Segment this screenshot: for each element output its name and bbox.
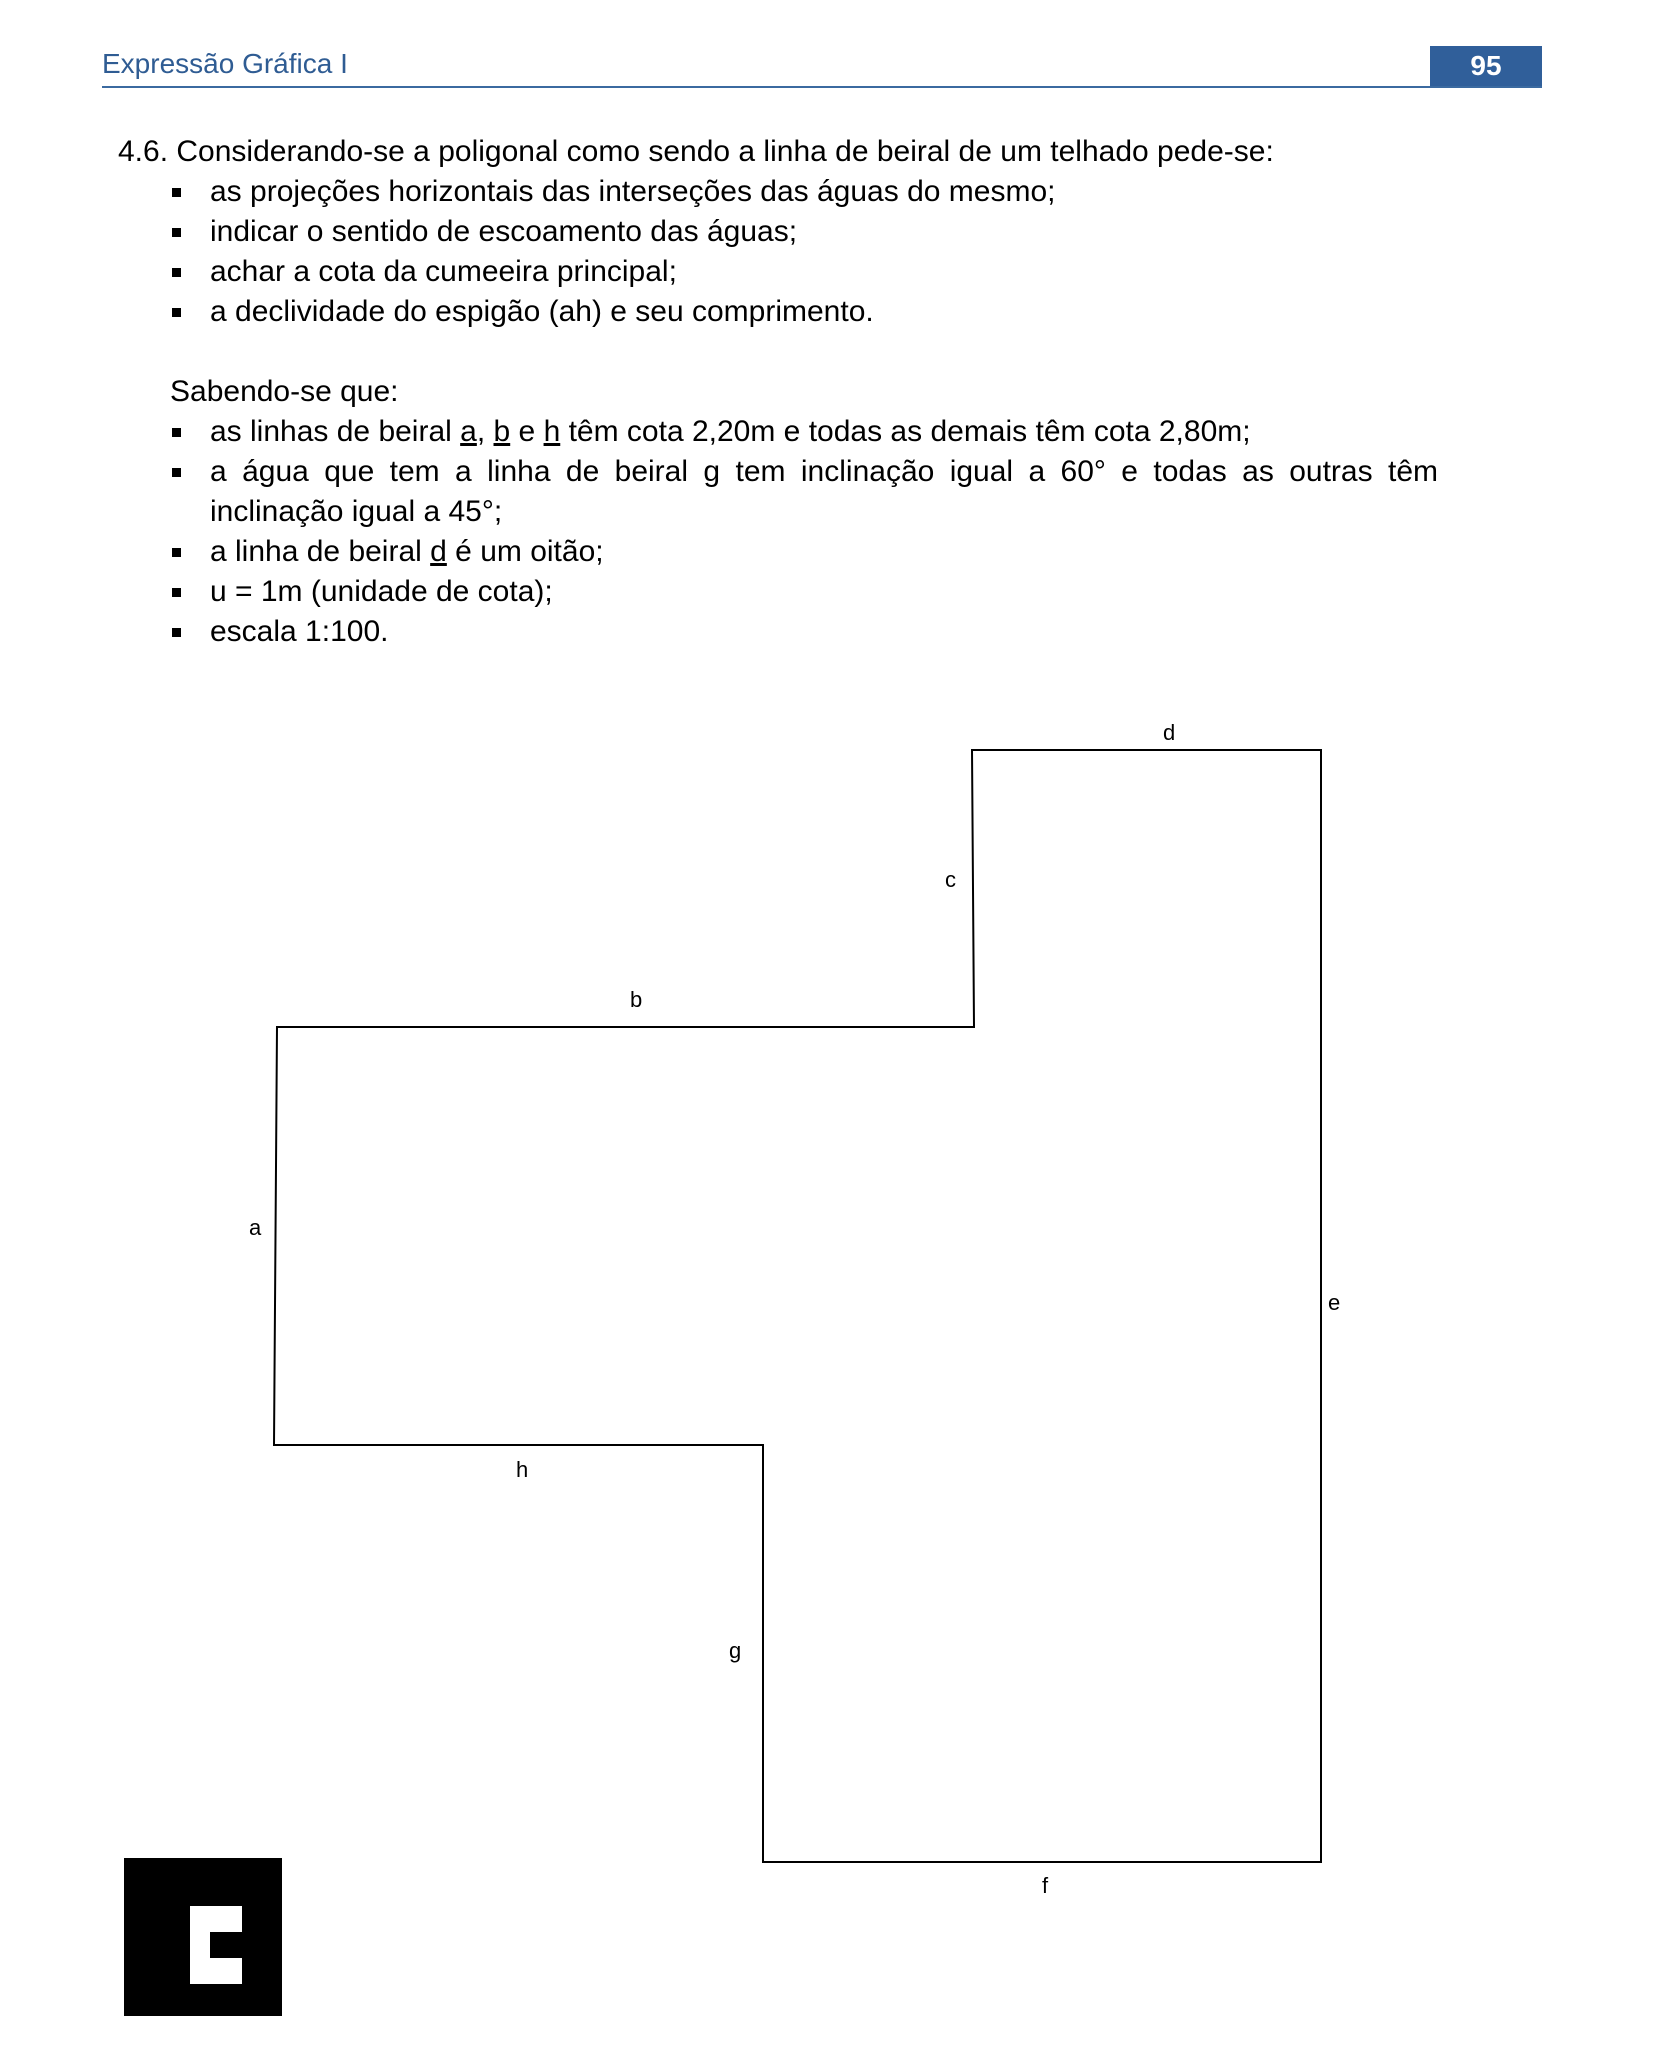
edge-label-a: a: [249, 1215, 262, 1240]
list-item: u = 1m (unidade de cota);: [170, 572, 1438, 612]
list-item: as projeções horizontais das interseções das águas do mesmo;: [170, 172, 1438, 212]
edge-label-g: g: [729, 1638, 742, 1663]
edge-label-e: e: [1328, 1290, 1341, 1315]
bullet-icon: [172, 268, 181, 277]
bullet-icon: [172, 468, 181, 477]
list-item: a linha de beiral d é um oitão;: [170, 532, 1438, 572]
edge-label-c: c: [945, 867, 956, 892]
edge-label-d: d: [1163, 720, 1176, 745]
bullet-icon: [172, 588, 181, 597]
given-title: Sabendo-se que:: [170, 375, 399, 408]
bullet-icon: [172, 428, 181, 437]
requests-list: [170, 172, 1438, 332]
list-item: a água que tem a linha de beiral g tem inclinação igual a 60° e todas as outras têm inclinação igual a 45°;: [170, 452, 1438, 532]
roof-eave-polygon: [274, 750, 1321, 1862]
exercise-text: [118, 132, 1438, 652]
list-item: achar a cota da cumeeira principal;: [170, 252, 1438, 292]
list-item: as linhas de beiral a, b e h têm cota 2,20m e todas as demais têm cota 2,80m;: [170, 412, 1438, 452]
list-item: indicar o sentido de escoamento das águas;: [170, 212, 1438, 252]
bullet-icon: [172, 308, 181, 317]
list-item: escala 1:100.: [170, 612, 1438, 652]
header-title: Expressão Gráfica I: [102, 48, 348, 79]
page-header: [102, 46, 1542, 88]
bullet-icon: [172, 228, 181, 237]
page-number: 95: [1430, 46, 1542, 86]
list-item: a declividade do espigão (ah) e seu comprimento.: [170, 292, 1438, 332]
logo: [124, 1858, 282, 2016]
edge-label-f: f: [1042, 1873, 1049, 1898]
exercise-intro: 4.6. Considerando-se a poligonal como sendo a linha de beiral de um telhado pede-se:: [118, 135, 1274, 168]
edge-label-b: b: [630, 987, 643, 1012]
edge-label-h: h: [516, 1457, 529, 1482]
bullet-icon: [172, 628, 181, 637]
bullet-icon: [172, 188, 181, 197]
given-list: [170, 412, 1438, 652]
bullet-icon: [172, 548, 181, 557]
